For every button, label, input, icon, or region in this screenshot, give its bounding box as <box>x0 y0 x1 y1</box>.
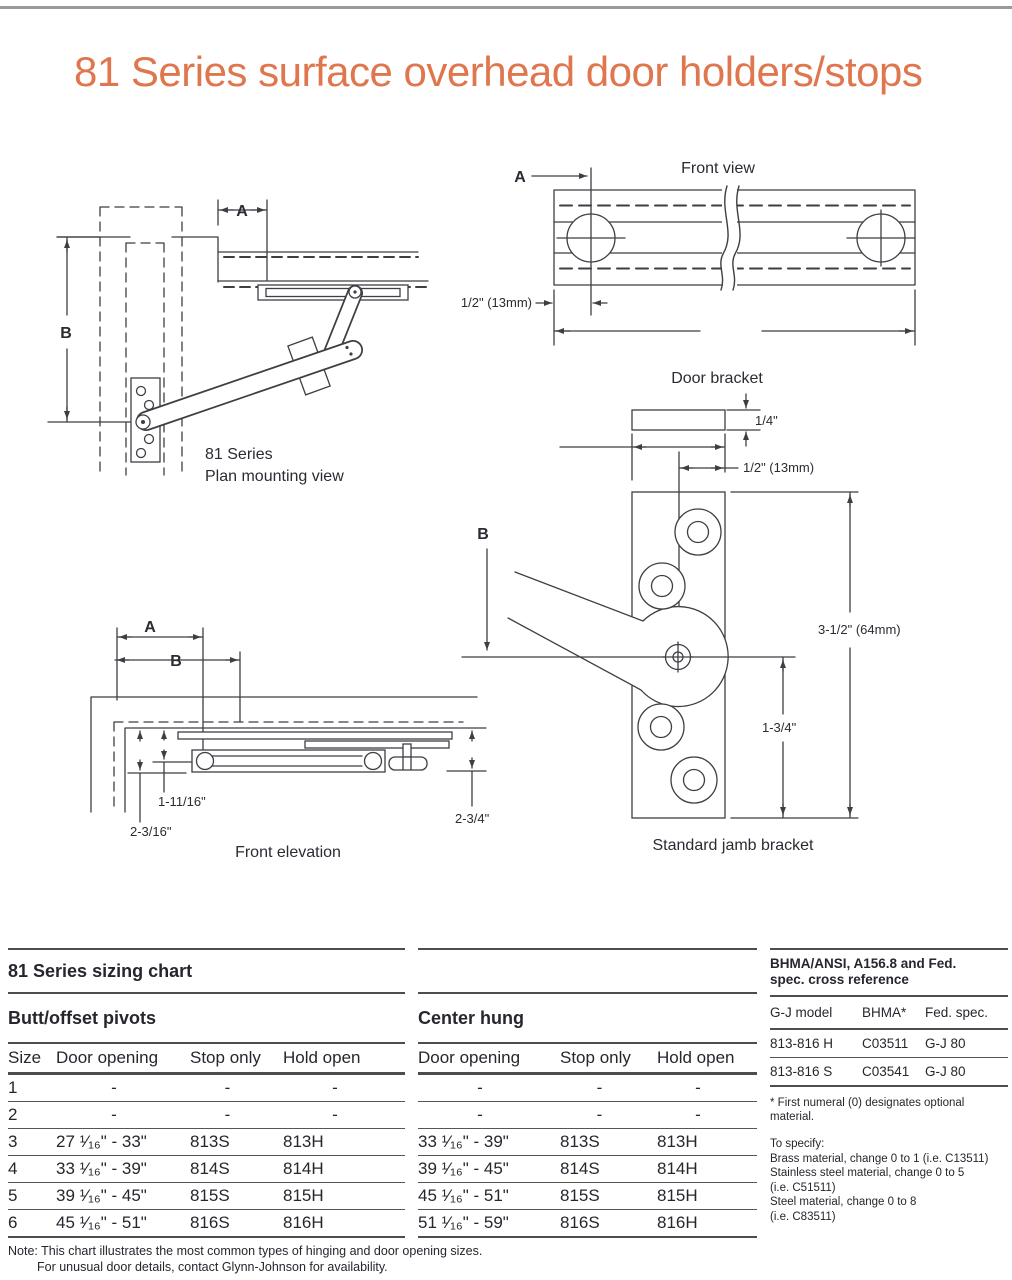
center-hung-heading: Center hung <box>418 994 757 1044</box>
elev-dim-2: 2-3/16" <box>130 824 172 839</box>
cell-fed-spec: G-J 80 <box>925 1036 966 1051</box>
chart-note-line2: For unusual door details, contact Glynn-Johnson for availability. <box>37 1260 388 1274</box>
cell-stop-only: - <box>224 1078 231 1097</box>
cell-door-opening: 33 ¹⁄₁₆" - 39" <box>418 1132 509 1151</box>
to-specify-line: (i.e. C51511) <box>770 1181 836 1194</box>
technical-drawings <box>0 140 1012 940</box>
to-specify-title: To specify: <box>770 1138 825 1150</box>
elev-dim-3: 2-3/4" <box>455 811 490 826</box>
cell-door-opening: 39 ¹⁄₁₆" - 45" <box>56 1186 147 1205</box>
cross-reference-heading-line1: BHMA/ANSI, A156.8 and Fed. <box>770 956 957 971</box>
table-row <box>418 1210 757 1238</box>
cell-size: 6 <box>8 1213 18 1232</box>
cell-bhma: C03511 <box>862 1036 909 1051</box>
cell-bhma: C03541 <box>862 1064 910 1079</box>
cell-hold-open: 816H <box>283 1213 324 1232</box>
cell-door-opening: 45 ¹⁄₁₆" - 51" <box>418 1186 509 1205</box>
chart-note-line1: Note: This chart illustrates the most common types of hinging and door opening sizes. <box>8 1244 483 1258</box>
cell-fed-spec: G-J 80 <box>925 1064 966 1079</box>
butt-offset-heading: Butt/offset pivots <box>8 994 405 1044</box>
cell-hold-open: - <box>695 1105 701 1124</box>
jamb-height-dim: 3-1/2" (64mm) <box>818 622 901 637</box>
cell-hold-open: 815H <box>657 1186 698 1205</box>
table-row <box>770 1058 1008 1087</box>
cross-reference-footnote: * First numeral (0) designates optional material. <box>770 1097 965 1123</box>
cell-door-opening: - <box>477 1105 483 1124</box>
table-row <box>418 1156 757 1183</box>
cell-stop-only: 816S <box>560 1213 600 1232</box>
plan-mounting-view-drawing <box>48 200 428 475</box>
center-hung-header-row <box>418 1044 757 1075</box>
col-size: Size <box>8 1048 42 1067</box>
table-row <box>418 1183 757 1210</box>
cell-door-opening: - <box>111 1078 117 1097</box>
cell-door-opening: 51 ¹⁄₁₆" - 59" <box>418 1213 509 1232</box>
col-stop-only: Stop only <box>560 1048 631 1067</box>
elev-dim-b-label: B <box>170 653 182 670</box>
cell-stop-only: 815S <box>560 1186 600 1205</box>
to-specify-line: Steel material, change 0 to 8 <box>770 1196 917 1208</box>
cell-size: 4 <box>8 1159 18 1178</box>
cell-door-opening: 27 ¹⁄₁₆" - 33" <box>56 1132 147 1151</box>
cell-door-opening: 45 ¹⁄₁₆" - 51" <box>56 1213 147 1232</box>
col-fed-spec: Fed. spec. <box>925 1005 989 1020</box>
door-bracket-title: Door bracket <box>671 370 763 387</box>
cell-stop-only: 813S <box>560 1132 600 1151</box>
cell-stop-only: 814S <box>190 1159 230 1178</box>
col-door-opening: Door opening <box>56 1048 159 1067</box>
table-row <box>8 1129 405 1156</box>
cell-stop-only: 813S <box>190 1132 230 1151</box>
cell-hold-open: 816H <box>657 1213 698 1232</box>
cell-hold-open: - <box>695 1078 701 1097</box>
chart-note <box>8 1243 548 1275</box>
table-row <box>8 1075 405 1102</box>
plan-caption-line1: 81 Series <box>205 446 273 463</box>
page-title: 81 Series surface overhead door holders/stops <box>74 48 923 95</box>
cell-door-opening: 39 ¹⁄₁₆" - 45" <box>418 1159 509 1178</box>
sizing-chart-butt-offset <box>8 948 405 1238</box>
cell-hold-open: 814H <box>657 1159 698 1178</box>
cell-size: 1 <box>8 1078 18 1097</box>
cell-hold-open: 815H <box>283 1186 324 1205</box>
col-hold-open: Hold open <box>283 1048 361 1067</box>
cell-size: 3 <box>8 1132 18 1151</box>
cell-stop-only: 814S <box>560 1159 600 1178</box>
front-elevation-caption: Front elevation <box>235 844 341 861</box>
table-row <box>418 1129 757 1156</box>
cell-hold-open: - <box>332 1078 338 1097</box>
butt-offset-header-row <box>8 1044 405 1075</box>
center-hung-spacer <box>418 950 757 994</box>
cell-stop-only: 815S <box>190 1186 230 1205</box>
cell-stop-only: 816S <box>190 1213 230 1232</box>
jamb-bracket-caption: Standard jamb bracket <box>652 837 814 854</box>
page-top-rule <box>0 6 1012 9</box>
cell-stop-only: - <box>224 1105 231 1124</box>
cell-gj-model: 813-816 S <box>770 1064 833 1079</box>
col-gj-model: G-J model <box>770 1005 833 1020</box>
door-bracket-quarter-inch-dim: 1/4" <box>755 413 778 428</box>
cell-hold-open: 813H <box>283 1132 324 1151</box>
col-hold-open: Hold open <box>657 1048 735 1067</box>
jamb-center-dim: 1-3/4" <box>762 720 797 735</box>
elev-dim-a-label: A <box>144 619 156 636</box>
sizing-chart-title: 81 Series sizing chart <box>8 950 405 994</box>
cross-reference-heading <box>770 950 1008 997</box>
to-specify-block <box>770 1137 1008 1224</box>
col-door-opening: Door opening <box>418 1048 521 1067</box>
plan-caption-line2: Plan mounting view <box>205 468 344 485</box>
cell-size: 5 <box>8 1186 18 1205</box>
front-elevation-drawing <box>91 628 486 822</box>
cell-stop-only: - <box>596 1105 603 1124</box>
table-row <box>8 1183 405 1210</box>
to-specify-line: (i.e. C83511) <box>770 1210 836 1223</box>
cell-hold-open: 813H <box>657 1132 698 1151</box>
cell-size: 2 <box>8 1105 18 1124</box>
col-stop-only: Stop only <box>190 1048 261 1067</box>
plan-dim-b-label: B <box>60 325 72 342</box>
front-view-dim-a-label: A <box>514 169 526 186</box>
table-row <box>8 1156 405 1183</box>
to-specify-line: Brass material, change 0 to 1 (i.e. C13511) <box>770 1152 989 1165</box>
cell-hold-open: 814H <box>283 1159 324 1178</box>
cross-reference-panel <box>770 948 1008 1224</box>
cell-gj-model: 813-816 H <box>770 1036 834 1051</box>
cell-hold-open: - <box>332 1105 338 1124</box>
sizing-chart-center-hung <box>418 948 757 1238</box>
cell-stop-only: - <box>596 1078 603 1097</box>
plan-dim-a-label: A <box>236 203 248 220</box>
door-bracket-half-inch-dim: 1/2" (13mm) <box>743 460 815 475</box>
table-row <box>8 1210 405 1238</box>
jamb-bracket-drawing <box>462 492 858 818</box>
table-row <box>418 1102 757 1129</box>
elev-dim-1: 1-11/16" <box>158 794 206 809</box>
front-view-half-inch-dim: 1/2" (13mm) <box>460 295 532 310</box>
table-row <box>8 1102 405 1129</box>
cell-door-opening: - <box>111 1105 117 1124</box>
table-row <box>418 1075 757 1102</box>
cross-reference-heading-line2: spec. cross reference <box>770 972 909 987</box>
cell-door-opening: - <box>477 1078 483 1097</box>
front-view-drawing <box>532 168 915 345</box>
front-view-title: Front view <box>681 160 755 177</box>
table-row <box>770 1030 1008 1058</box>
cell-door-opening: 33 ¹⁄₁₆" - 39" <box>56 1159 147 1178</box>
cross-reference-header-row <box>770 997 1008 1030</box>
col-bhma: BHMA* <box>862 1005 907 1020</box>
jamb-dim-b-label: B <box>477 526 489 543</box>
to-specify-line: Stainless steel material, change 0 to 5 <box>770 1167 965 1179</box>
